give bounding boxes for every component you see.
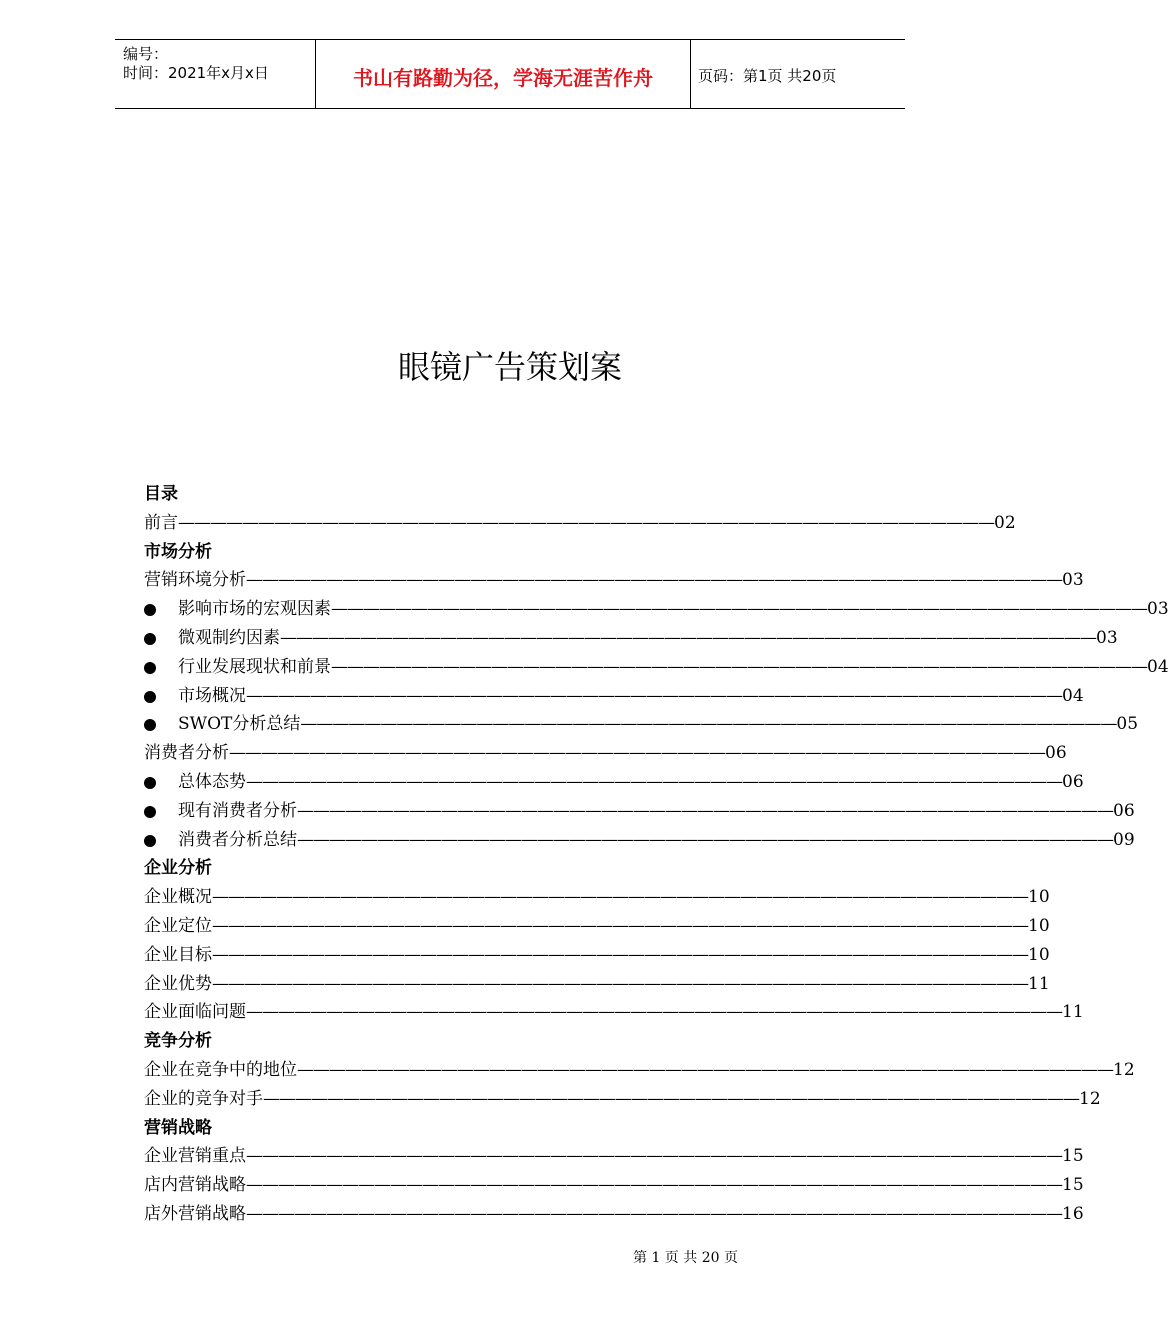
toc-page-number: 04 — [1147, 656, 1169, 677]
toc-bullet-entry — [144, 595, 1169, 624]
toc-leader: ——————————————————————————————————————————————————— — [263, 1088, 1079, 1109]
number-label: 编号： — [123, 45, 169, 63]
toc-entry — [144, 1085, 1101, 1114]
toc-bullet-entry — [144, 624, 1118, 653]
toc-bullet-entry — [144, 653, 1169, 682]
toc-page-number: 03 — [1147, 599, 1169, 620]
toc-section-heading: 企业分析 — [144, 858, 212, 879]
toc-section-heading: 市场分析 — [144, 541, 212, 562]
table-of-contents — [144, 480, 1169, 1229]
toc-page-number: 10 — [1028, 944, 1050, 965]
toc-leader: ——————————————————————————————————————————————————— — [300, 714, 1117, 735]
toc-section-heading: 目录 — [144, 484, 178, 504]
toc-bullet-entry — [144, 710, 1139, 739]
toc-entry-label: 总体态势 — [178, 771, 246, 792]
toc-entry-label: 企业的竞争对手 — [144, 1088, 263, 1109]
toc-entry-label: 企业定位 — [144, 915, 212, 936]
toc-leader: ——————————————————————————————————————————————————— — [297, 1059, 1113, 1080]
toc-page-number: 02 — [994, 512, 1016, 533]
toc-page-number: 06 — [1045, 743, 1067, 764]
toc-entry-label: 行业发展现状和前景 — [178, 656, 331, 677]
toc-entry-label: 企业目标 — [144, 944, 212, 965]
toc-page-number: 06 — [1113, 800, 1135, 821]
toc-bullet-inner — [178, 710, 1139, 739]
toc-page-number: 12 — [1079, 1088, 1101, 1109]
toc-leader: ——————————————————————————————————————————————————— — [297, 829, 1113, 850]
toc-page-number: 06 — [1062, 771, 1084, 792]
toc-entry-label: 消费者分析总结 — [178, 829, 297, 850]
toc-bullet-inner — [178, 595, 1169, 624]
toc-page-number: 10 — [1028, 915, 1050, 936]
toc-section-heading: 竞争分析 — [144, 1031, 212, 1052]
toc-page-number: 03 — [1062, 570, 1084, 591]
toc-bullet-entry — [144, 797, 1135, 826]
toc-bullet-inner — [178, 826, 1135, 855]
toc-entry — [144, 1171, 1084, 1200]
time-label: 时间：2021年x月x日 — [123, 64, 269, 82]
toc-bullet-inner — [178, 653, 1169, 682]
toc-page-number: 03 — [1096, 627, 1118, 648]
toc-page-number: 11 — [1028, 973, 1050, 994]
toc-entry-label: 企业面临问题 — [144, 1002, 246, 1023]
toc-leader: ——————————————————————————————————————————————————— — [297, 800, 1113, 821]
bullet-dot-icon — [144, 604, 156, 616]
document-title: 眼镜广告策划案 — [397, 348, 622, 386]
bullet-dot-icon — [144, 835, 156, 847]
toc-entry — [144, 739, 1067, 768]
toc-page-number: 05 — [1116, 714, 1139, 735]
toc-page-number: 16 — [1062, 1203, 1084, 1224]
toc-entry-label: SWOT分析总结 — [178, 714, 301, 735]
toc-entry — [144, 1056, 1135, 1085]
toc-leader: ——————————————————————————————————————————————————— — [212, 944, 1028, 965]
toc-leader: ——————————————————————————————————————————————————— — [246, 1203, 1062, 1224]
toc-bullet-inner — [178, 682, 1084, 711]
toc-page-number: 04 — [1062, 685, 1084, 706]
bullet-dot-icon — [144, 806, 156, 818]
bullet-dot-icon — [144, 719, 156, 731]
toc-leader: ——————————————————————————————————————————————————— — [246, 685, 1062, 706]
toc-leader: ——————————————————————————————————————————————————— — [331, 599, 1147, 620]
header-motto-cell — [315, 40, 691, 108]
toc-entry — [144, 912, 1050, 941]
toc-bullet-entry — [144, 826, 1135, 855]
toc-entry — [144, 970, 1050, 999]
toc-entry — [144, 509, 1016, 538]
toc-entry-label: 企业优势 — [144, 973, 212, 994]
bullet-dot-icon — [144, 662, 156, 674]
header-meta-cell — [115, 40, 315, 108]
toc-entry-label: 企业概况 — [144, 887, 212, 908]
toc-leader: ——————————————————————————————————————————————————— — [212, 915, 1028, 936]
toc-leader: ——————————————————————————————————————————————————— — [246, 771, 1062, 792]
bullet-dot-icon — [144, 777, 156, 789]
toc-entry-label: 营销环境分析 — [144, 570, 246, 591]
toc-entry — [144, 1142, 1084, 1171]
toc-entry — [144, 941, 1050, 970]
toc-leader: ——————————————————————————————————————————————————— — [246, 570, 1062, 591]
toc-leader: ——————————————————————————————————————————————————— — [331, 656, 1147, 677]
toc-leader: ——————————————————————————————————————————————————— — [280, 627, 1096, 648]
toc-page-number: 15 — [1062, 1175, 1084, 1196]
toc-entry-label: 消费者分析 — [144, 743, 229, 764]
toc-entry-label: 市场概况 — [178, 685, 246, 706]
toc-entry — [144, 1200, 1084, 1229]
toc-entry-label: 现有消费者分析 — [178, 800, 297, 821]
toc-page-number: 09 — [1113, 829, 1135, 850]
toc-leader: ——————————————————————————————————————————————————— — [246, 1175, 1062, 1196]
toc-entry — [144, 566, 1084, 595]
toc-section-heading: 营销战略 — [144, 1117, 212, 1138]
toc-page-number: 15 — [1062, 1146, 1084, 1167]
page-footer: 第 1 页 共 20 页 — [633, 1250, 738, 1266]
toc-bullet-entry — [144, 682, 1084, 711]
toc-page-number: 11 — [1062, 1002, 1084, 1023]
toc-leader: ——————————————————————————————————————————————————— — [246, 1002, 1062, 1023]
toc-bullet-inner — [178, 797, 1135, 826]
toc-page-number: 12 — [1113, 1059, 1135, 1080]
page-header — [115, 39, 905, 109]
toc-entry-label: 前言 — [144, 512, 178, 533]
toc-entry-label: 企业在竞争中的地位 — [144, 1059, 297, 1080]
header-page-info: 页码：第1页 共20页 — [698, 67, 837, 85]
bullet-dot-icon — [144, 633, 156, 645]
toc-entry-label: 店外营销战略 — [144, 1203, 246, 1224]
toc-entry — [144, 998, 1084, 1027]
toc-leader: ——————————————————————————————————————————————————— — [246, 1146, 1062, 1167]
toc-entry-label: 影响市场的宏观因素 — [178, 599, 331, 620]
toc-entry-label: 企业营销重点 — [144, 1146, 246, 1167]
toc-leader: ——————————————————————————————————————————————————— — [178, 512, 994, 533]
toc-leader: ——————————————————————————————————————————————————— — [212, 887, 1028, 908]
toc-bullet-inner — [178, 624, 1118, 653]
toc-leader: ——————————————————————————————————————————————————— — [229, 743, 1045, 764]
toc-entry-label: 微观制约因素 — [178, 627, 280, 648]
bullet-dot-icon — [144, 691, 156, 703]
toc-entry — [144, 883, 1050, 912]
toc-page-number: 10 — [1028, 887, 1050, 908]
toc-leader: ——————————————————————————————————————————————————— — [212, 973, 1028, 994]
header-page-cell — [690, 40, 905, 108]
toc-bullet-entry — [144, 768, 1084, 797]
toc-bullet-inner — [178, 768, 1084, 797]
toc-entry-label: 店内营销战略 — [144, 1175, 246, 1196]
header-motto: 书山有路勤为径，学海无涯苦作舟 — [353, 66, 653, 90]
